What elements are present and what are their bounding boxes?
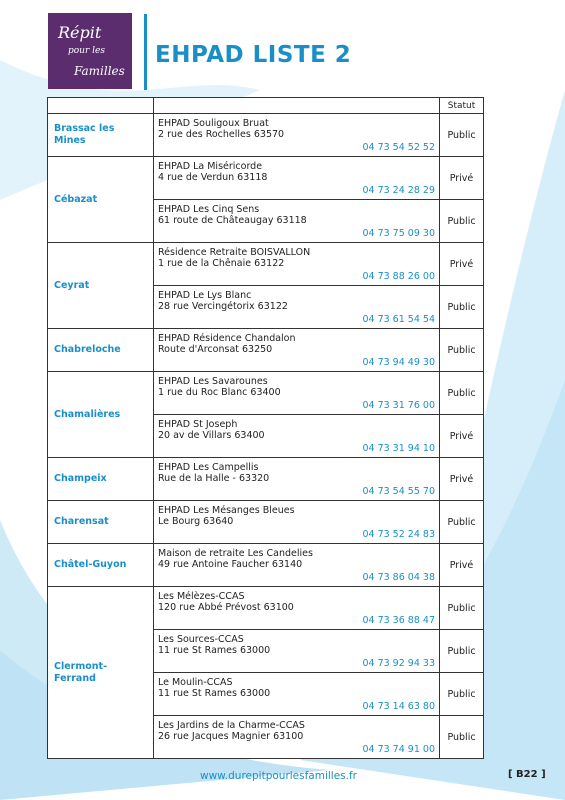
establishment-name: EHPAD La Miséricorde xyxy=(158,161,263,172)
city-cell: Chamalières xyxy=(48,372,154,458)
establishment-name: Maison de retraite Les Candelies xyxy=(158,548,313,559)
establishment-phone: 04 73 75 09 30 xyxy=(362,228,435,239)
establishment-address: 26 rue Jacques Magnier 63100 xyxy=(158,731,304,742)
establishment-cell xyxy=(154,200,440,243)
establishment-phone: 04 73 36 88 47 xyxy=(362,615,435,626)
establishment-name: EHPAD Résidence Chandalon xyxy=(158,333,296,344)
city-cell: Châtel-Guyon xyxy=(48,544,154,587)
establishment-address: 11 rue St Rames 63000 xyxy=(158,645,271,656)
establishment-address: 2 rue des Rochelles 63570 xyxy=(158,129,285,140)
footer-website-link[interactable]: www.durepitpourlesfamilles.fr xyxy=(200,770,358,782)
header-cell-establishment xyxy=(154,98,440,114)
establishment-phone: 04 73 94 49 30 xyxy=(362,357,435,368)
establishment-cell xyxy=(154,716,440,759)
establishment-cell xyxy=(154,157,440,200)
city-cell: Brassac les Mines xyxy=(48,114,154,157)
establishment-cell xyxy=(154,587,440,630)
status-cell: Privé xyxy=(440,157,484,200)
establishment-address: 20 av de Villars 63400 xyxy=(158,430,265,441)
logo-text: Familles xyxy=(74,64,125,78)
establishment-cell xyxy=(154,501,440,544)
establishment-phone: 04 73 88 26 00 xyxy=(362,271,435,282)
establishment-phone: 04 73 54 52 52 xyxy=(362,142,435,153)
establishment-address: 120 rue Abbé Prévost 63100 xyxy=(158,602,294,613)
establishment-cell xyxy=(154,458,440,501)
establishment-phone: 04 73 31 94 10 xyxy=(362,443,435,454)
table-row xyxy=(48,114,484,157)
status-cell: Public xyxy=(440,630,484,673)
table-row xyxy=(48,329,484,372)
status-cell: Public xyxy=(440,286,484,329)
table-row xyxy=(48,372,484,415)
table-row xyxy=(48,458,484,501)
city-cell: Ceyrat xyxy=(48,243,154,329)
header-cell-city xyxy=(48,98,154,114)
establishment-address: 1 rue du Roc Blanc 63400 xyxy=(158,387,281,398)
status-cell: Public xyxy=(440,587,484,630)
establishment-name: EHPAD Les Cinq Sens xyxy=(158,204,260,215)
establishment-phone: 04 73 92 94 33 xyxy=(362,658,435,669)
establishment-phone: 04 73 61 54 54 xyxy=(362,314,435,325)
establishment-address: Le Bourg 63640 xyxy=(158,516,234,527)
establishment-name: EHPAD Souligoux Bruat xyxy=(158,118,269,129)
establishment-cell xyxy=(154,114,440,157)
establishment-name: EHPAD Les Savarounes xyxy=(158,376,268,387)
header-cell-status: Statut xyxy=(440,98,484,114)
city-cell: Charensat xyxy=(48,501,154,544)
status-cell: Privé xyxy=(440,243,484,286)
establishment-name: Les Sources-CCAS xyxy=(158,634,244,645)
status-cell: Public xyxy=(440,673,484,716)
establishment-cell xyxy=(154,372,440,415)
establishment-address: 49 rue Antoine Faucher 63140 xyxy=(158,559,303,570)
city-cell: Champeix xyxy=(48,458,154,501)
establishment-cell xyxy=(154,630,440,673)
establishment-address: 61 route de Châteaugay 63118 xyxy=(158,215,307,226)
title-divider xyxy=(144,14,147,90)
status-cell: Public xyxy=(440,716,484,759)
city-cell: Clermont-Ferrand xyxy=(48,587,154,759)
establishment-cell xyxy=(154,329,440,372)
establishment-phone: 04 73 24 28 29 xyxy=(362,185,435,196)
status-cell: Public xyxy=(440,114,484,157)
establishment-cell xyxy=(154,415,440,458)
establishment-cell xyxy=(154,243,440,286)
establishment-name: Les Mélèzes-CCAS xyxy=(158,591,245,602)
establishment-phone: 04 73 54 55 70 xyxy=(362,486,435,497)
establishment-phone: 04 73 14 63 80 xyxy=(362,701,435,712)
establishment-phone: 04 73 31 76 00 xyxy=(362,400,435,411)
establishment-address: 11 rue St Rames 63000 xyxy=(158,688,271,699)
establishment-phone: 04 73 52 24 83 xyxy=(362,529,435,540)
status-cell: Public xyxy=(440,329,484,372)
status-cell: Privé xyxy=(440,415,484,458)
table-header-row xyxy=(48,98,484,114)
table-row xyxy=(48,243,484,286)
establishment-name: Les Jardins de la Charme-CCAS xyxy=(158,720,305,731)
page-title: EHPAD LISTE 2 xyxy=(155,42,352,68)
ehpad-table xyxy=(47,97,484,759)
table-row xyxy=(48,544,484,587)
establishment-address: Rue de la Halle - 63320 xyxy=(158,473,270,484)
establishment-address: Route d'Arconsat 63250 xyxy=(158,344,273,355)
status-cell: Public xyxy=(440,200,484,243)
establishment-address: 1 rue de la Chênaie 63122 xyxy=(158,258,285,269)
page-number: [ B22 ] xyxy=(508,769,546,780)
logo-text: Répit xyxy=(58,23,102,42)
establishment-name: Résidence Retraite BOISVALLON xyxy=(158,247,311,258)
table-row xyxy=(48,157,484,200)
establishment-cell xyxy=(154,286,440,329)
establishment-cell xyxy=(154,544,440,587)
establishment-name: EHPAD Les Campellis xyxy=(158,462,259,473)
establishment-address: 4 rue de Verdun 63118 xyxy=(158,172,268,183)
establishment-address: 28 rue Vercingétorix 63122 xyxy=(158,301,288,312)
table-body xyxy=(48,98,484,759)
status-cell: Privé xyxy=(440,544,484,587)
establishment-name: EHPAD St Joseph xyxy=(158,419,238,430)
establishment-name: Le Moulin-CCAS xyxy=(158,677,233,688)
establishment-name: EHPAD Le Lys Blanc xyxy=(158,290,252,301)
table-row xyxy=(48,587,484,630)
status-cell: Public xyxy=(440,501,484,544)
establishment-phone: 04 73 74 91 00 xyxy=(362,744,435,755)
table-row xyxy=(48,501,484,544)
status-cell: Public xyxy=(440,372,484,415)
establishment-cell xyxy=(154,673,440,716)
logo-text: pour les xyxy=(68,46,105,56)
logo xyxy=(48,13,132,89)
establishment-phone: 04 73 86 04 38 xyxy=(362,572,435,583)
city-cell: Chabreloche xyxy=(48,329,154,372)
status-cell: Privé xyxy=(440,458,484,501)
city-cell: Cébazat xyxy=(48,157,154,243)
establishment-name: EHPAD Les Mésanges Bleues xyxy=(158,505,295,516)
